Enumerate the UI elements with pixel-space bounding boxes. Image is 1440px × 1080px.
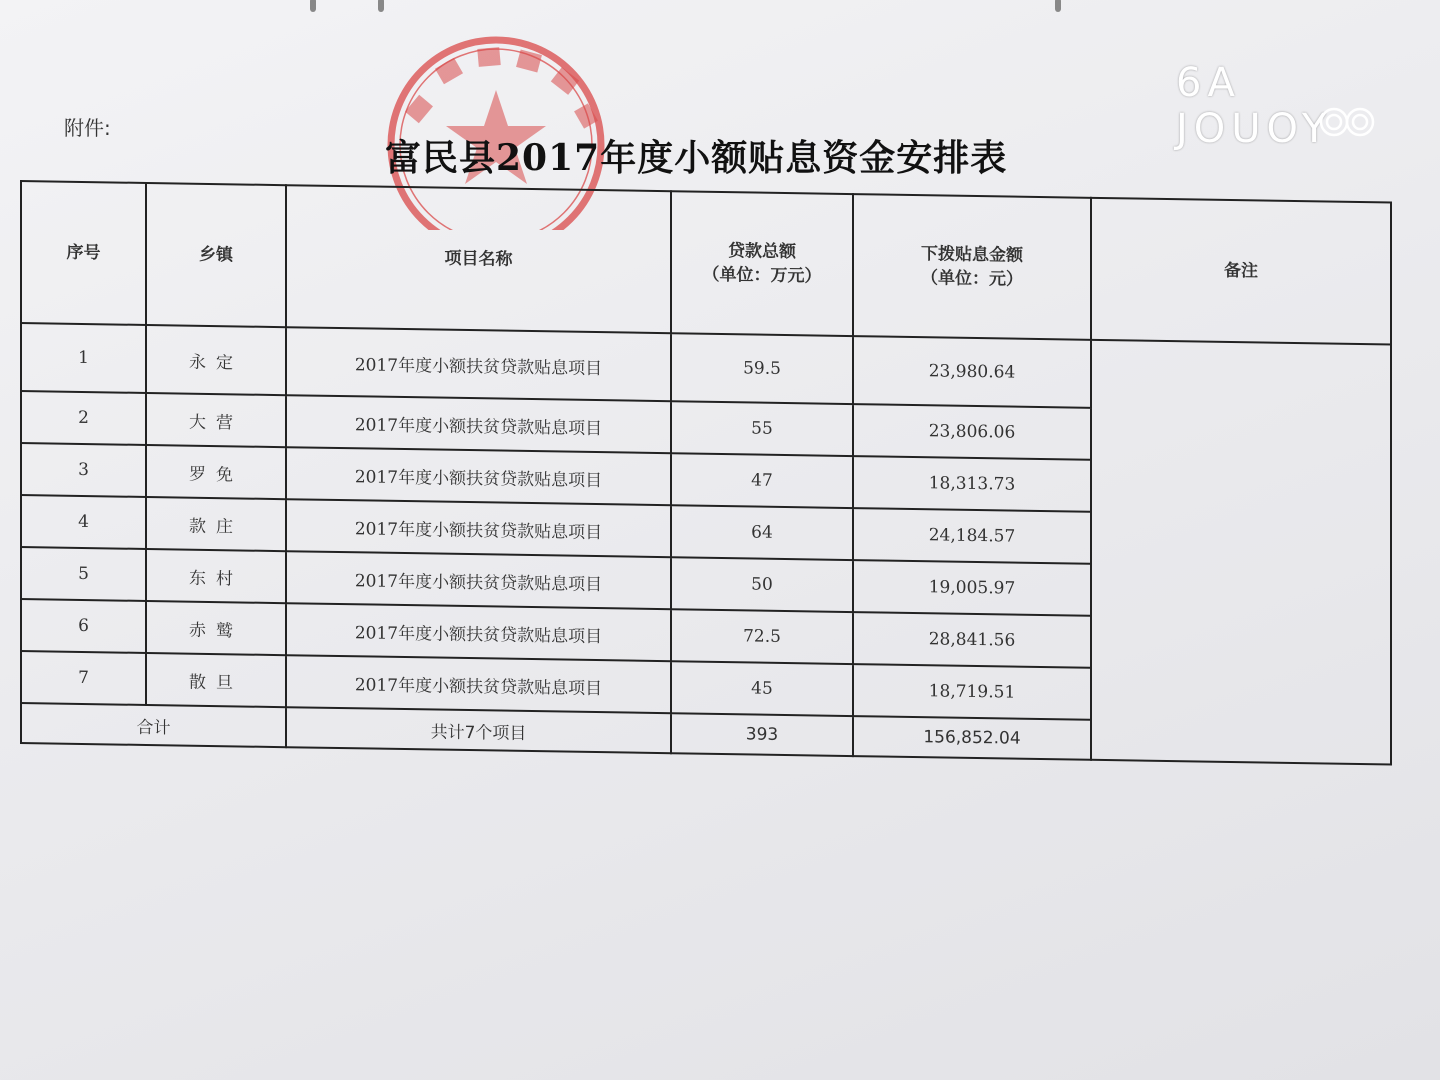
total-label: 合计 [21,703,286,747]
header-loan-line2: （单位：万元） [702,264,822,287]
subsidy-allocation-table [20,180,1392,766]
watermark-logo-text: 6A JOUOY [1176,60,1333,152]
cell-loan: 59.5 [671,333,853,404]
cell-subsidy: 23,806.06 [853,404,1091,460]
camera-watermark-logo [1176,60,1391,152]
header-town: 乡镇 [146,183,286,327]
total-subsidy: 156,852.04 [853,716,1091,760]
cell-project: 2017年度小额扶贫贷款贴息项目 [286,447,671,505]
cell-subsidy: 24,184.57 [853,508,1091,564]
cell-town: 永定 [146,325,286,395]
header-remark: 备注 [1091,198,1391,345]
rings-icon [1312,106,1384,138]
cell-remark [1091,340,1391,765]
cell-no: 7 [21,651,146,705]
header-subsidy-line1: 下拨贴息金额 [921,244,1023,266]
header-no: 序号 [21,181,146,325]
punch-mark [378,0,384,12]
cell-project: 2017年度小额扶贫贷款贴息项目 [286,655,671,713]
cell-project: 2017年度小额扶贫贷款贴息项目 [286,395,671,453]
header-subsidy [853,194,1091,340]
cell-subsidy: 18,313.73 [853,456,1091,512]
cell-project: 2017年度小额扶贫贷款贴息项目 [286,499,671,557]
attachment-label: 附件: [64,116,111,140]
header-project: 项目名称 [286,185,671,333]
cell-loan: 50 [671,557,853,612]
cell-no: 4 [21,495,146,549]
cell-town: 大营 [146,393,286,447]
cell-no: 1 [21,323,146,393]
cell-town: 罗免 [146,445,286,499]
cell-loan: 45 [671,661,853,716]
cell-subsidy: 23,980.64 [853,336,1091,408]
cell-no: 2 [21,391,146,445]
cell-no: 3 [21,443,146,497]
cell-loan: 72.5 [671,609,853,664]
total-project: 共计7个项目 [286,707,671,753]
punch-mark [1055,0,1061,12]
cell-subsidy: 18,719.51 [853,664,1091,720]
document-title: 富民县2017年度小额贴息资金安排表 [385,137,1008,179]
cell-town: 款庄 [146,497,286,551]
cell-project: 2017年度小额扶贫贷款贴息项目 [286,551,671,609]
header-subsidy-line2: （单位：元） [921,268,1023,290]
cell-loan: 55 [671,401,853,456]
cell-no: 5 [21,547,146,601]
table-header-row [21,181,1391,345]
total-loan: 393 [671,713,853,756]
header-loan-line1: 贷款总额 [728,241,796,263]
cell-town: 赤鹫 [146,601,286,655]
cell-town: 东村 [146,549,286,603]
cell-no: 6 [21,599,146,653]
punch-mark [310,0,316,12]
cell-loan: 64 [671,505,853,560]
cell-subsidy: 28,841.56 [853,612,1091,668]
cell-subsidy: 19,005.97 [853,560,1091,616]
cell-loan: 47 [671,453,853,508]
header-loan [671,191,853,336]
cell-project: 2017年度小额扶贫贷款贴息项目 [286,327,671,401]
cell-project: 2017年度小额扶贫贷款贴息项目 [286,603,671,661]
cell-town: 散旦 [146,653,286,707]
